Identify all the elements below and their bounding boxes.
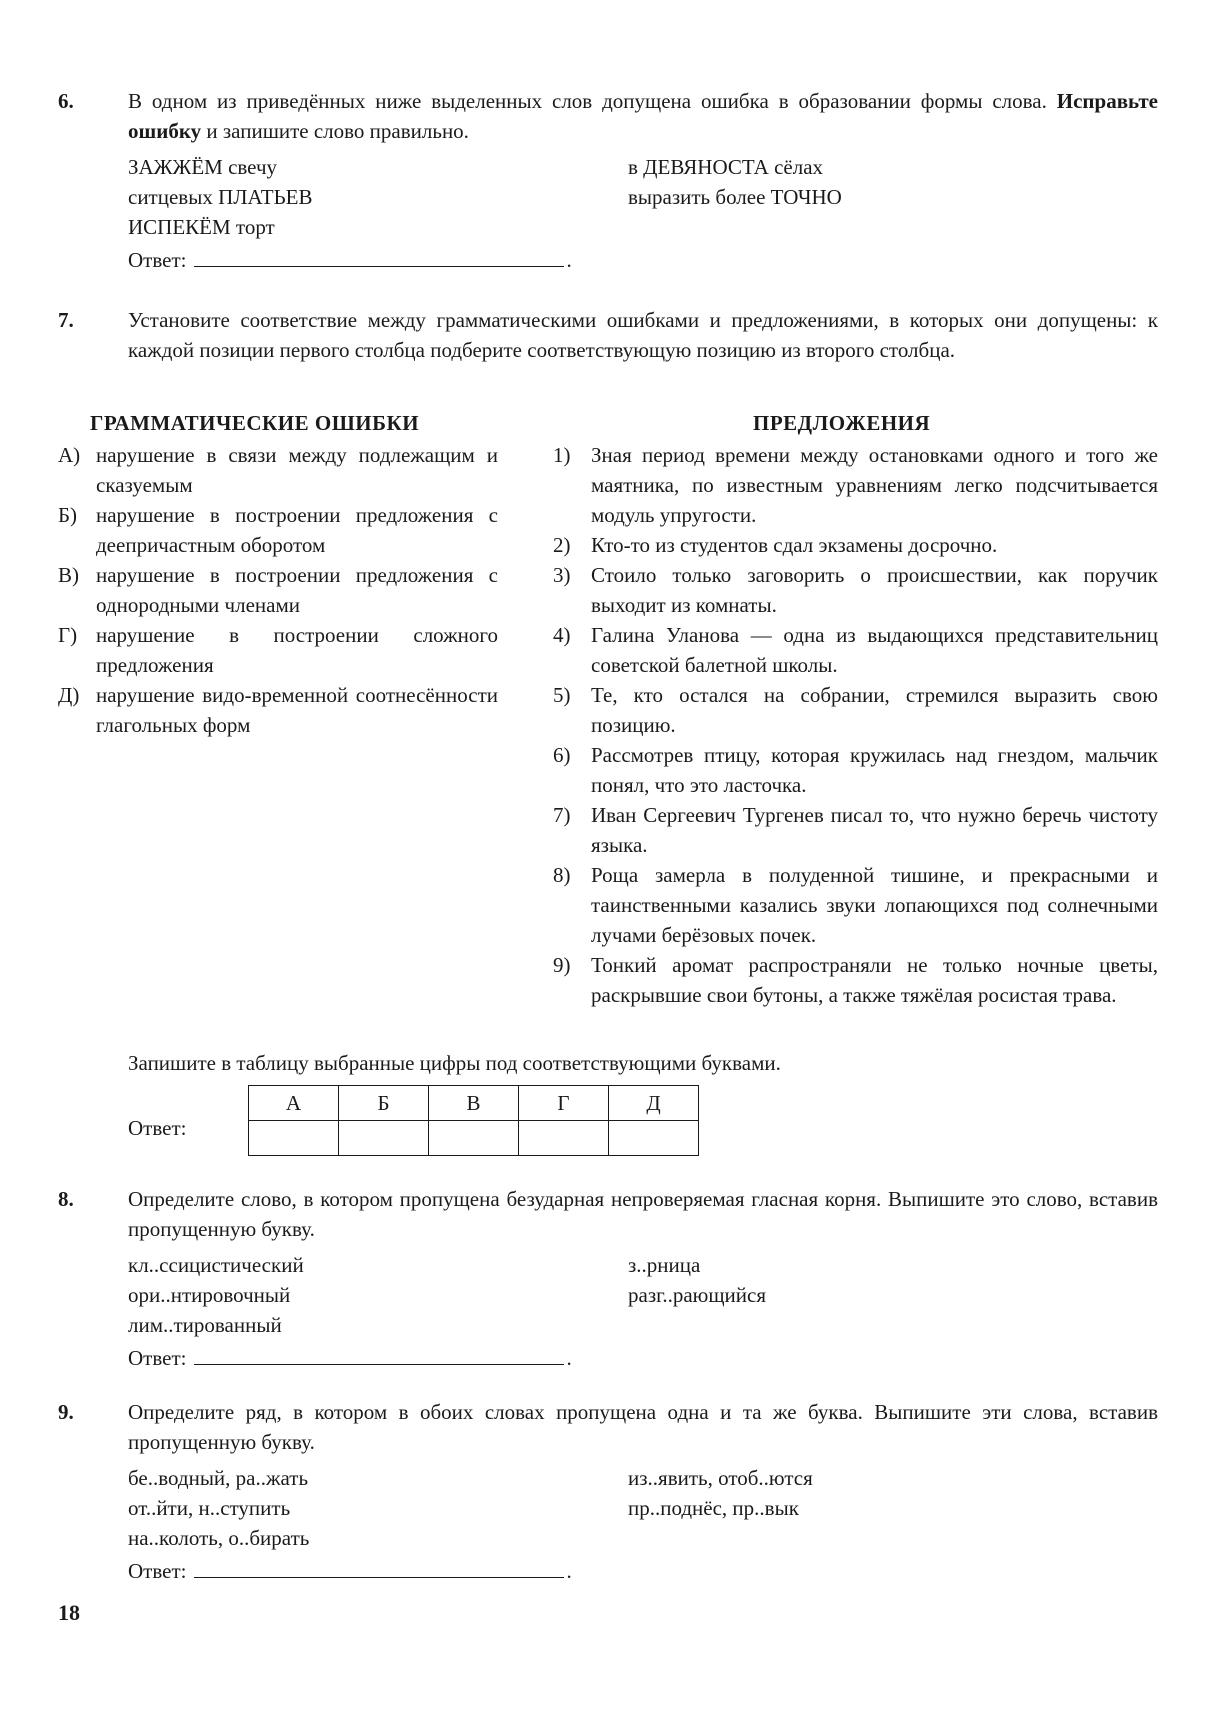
word-options	[128, 152, 1158, 242]
table-header-g: Г	[519, 1086, 609, 1121]
word-option: ИСПЕКЁМ торт	[128, 215, 275, 239]
task-number: 8.	[58, 1187, 74, 1211]
word-option: лим..тированный	[128, 1313, 282, 1337]
task-number: 9.	[58, 1400, 74, 1424]
list-item: 2) Кто-то из студентов сдал экзамены досрочно.	[553, 533, 998, 557]
word-option: кл..ссицистический	[128, 1253, 304, 1277]
word-option: з..рница	[628, 1253, 701, 1277]
list-item: 9) Тонкий аромат распространяли не только ночные цветы, раскрывшие свои бутоны, а также тяжёлая росистая трава.	[553, 953, 1158, 1007]
task-7	[58, 305, 1158, 365]
list-item: Д) нарушение видо-временной соотнесённости глагольных форм	[58, 683, 498, 737]
word-option: ситцевых ПЛАТЬЕВ	[128, 185, 313, 209]
task-number: 6.	[58, 89, 74, 113]
list-item: 7) Иван Сергеевич Тургенев писал то, что нужно беречь чистоту языка.	[553, 803, 1158, 857]
answer-cell-a[interactable]	[249, 1121, 339, 1156]
answer-row: Ответ: .	[128, 244, 1158, 275]
word-option: пр..поднёс, пр..вык	[628, 1496, 799, 1520]
page-number: 18	[58, 1600, 80, 1625]
answer-cell-v[interactable]	[429, 1121, 519, 1156]
errors-heading: ГРАММАТИЧЕСКИЕ ОШИБКИ	[90, 411, 420, 435]
word-option: разг..рающийся	[628, 1283, 766, 1307]
answer-field[interactable]	[194, 1342, 564, 1365]
word-option: выразить более ТОЧНО	[628, 185, 842, 209]
answer-row: Ответ: .	[128, 1555, 1158, 1586]
task-6	[58, 86, 1158, 275]
list-item: 3) Стоило только заговорить о происшествии, как поручик выходит из комнаты.	[553, 563, 1158, 617]
list-item: 6) Рассмотрев птицу, которая кружилась над гнездом, мальчик понял, что это ласточка.	[553, 743, 1158, 797]
list-item: 4) Галина Уланова — одна из выдающихся представительниц советской балетной школы.	[553, 623, 1158, 677]
table-header-d: Д	[609, 1086, 699, 1121]
answer-cell-b[interactable]	[339, 1121, 429, 1156]
task-text: Определите слово, в котором пропущена безударная непроверяемая гласная корня. Выпишите это слово, вставив пропущенную букву.	[128, 1187, 1158, 1241]
task-text: Определите ряд, в котором в обоих словах пропущена одна и та же буква. Выпишите эти слова, вставив пропущенную букву.	[128, 1400, 1158, 1454]
table-header-v: В	[429, 1086, 519, 1121]
table-header-b: Б	[339, 1086, 429, 1121]
table-header-a: А	[249, 1086, 339, 1121]
answer-field[interactable]	[194, 1555, 564, 1578]
task-9	[58, 1397, 1158, 1586]
list-item: Б) нарушение в построении предложения с деепричастным оборотом	[58, 503, 498, 557]
errors-list	[58, 440, 498, 740]
answer-cell-d[interactable]	[609, 1121, 699, 1156]
word-option: от..йти, н..ступить	[128, 1496, 291, 1520]
word-option: в ДЕВЯНОСТА сёлах	[628, 155, 824, 179]
answer-label: Ответ:	[128, 1346, 187, 1370]
word-option: бе..водный, ра..жать	[128, 1466, 309, 1490]
list-item: В) нарушение в построении предложения с однородными членами	[58, 563, 498, 617]
task-text: Установите соответствие между грамматическими ошибками и предложениями, в которых они допущены: к каждой позиции первого столбца подберите соответствующую позицию из второго столбца.	[128, 308, 1158, 362]
word-option: ЗАЖЖЁМ свечу	[128, 155, 278, 179]
answer-row: Ответ: .	[128, 1342, 1158, 1373]
answer-label: Ответ:	[128, 1116, 187, 1140]
answer-label: Ответ:	[128, 1559, 187, 1583]
task-8	[58, 1184, 1158, 1373]
answer-label: Ответ:	[128, 248, 187, 272]
list-item: Г) нарушение в построении сложного предложения	[58, 623, 498, 677]
task-text: В одном из приведённых ниже выделенных слов допущена ошибка в образовании формы слова. Исправьте ошибку и запишите слово правильно.	[128, 89, 1158, 143]
sentences-list	[553, 440, 1158, 1010]
table-instruction: Запишите в таблицу выбранные цифры под соответствующими буквами.	[128, 1051, 781, 1075]
task-number: 7.	[58, 308, 74, 332]
answer-cell-g[interactable]	[519, 1121, 609, 1156]
word-option: ори..нтировочный	[128, 1283, 291, 1307]
list-item: 8) Роща замерла в полуденной тишине, и прекрасными и таинственными казались звуки лопающихся под солнечными лучами берёзовых почек.	[553, 863, 1158, 947]
list-item: 5) Те, кто остался на собрании, стремился выразить свою позицию.	[553, 683, 1158, 737]
word-option: на..колоть, о..бирать	[128, 1526, 310, 1550]
list-item: А) нарушение в связи между подлежащим и сказуемым	[58, 443, 498, 497]
word-options	[128, 1250, 1158, 1340]
list-item: 1) Зная период времени между остановками одного и того же маятника, по известным уравнениям легко подсчитывается модуль упругости.	[553, 443, 1158, 527]
word-option: из..явить, отоб..ются	[628, 1466, 813, 1490]
word-options	[128, 1463, 1158, 1553]
sentences-heading: ПРЕДЛОЖЕНИЯ	[753, 411, 931, 435]
answer-table	[248, 1085, 699, 1156]
answer-field[interactable]	[194, 244, 564, 267]
